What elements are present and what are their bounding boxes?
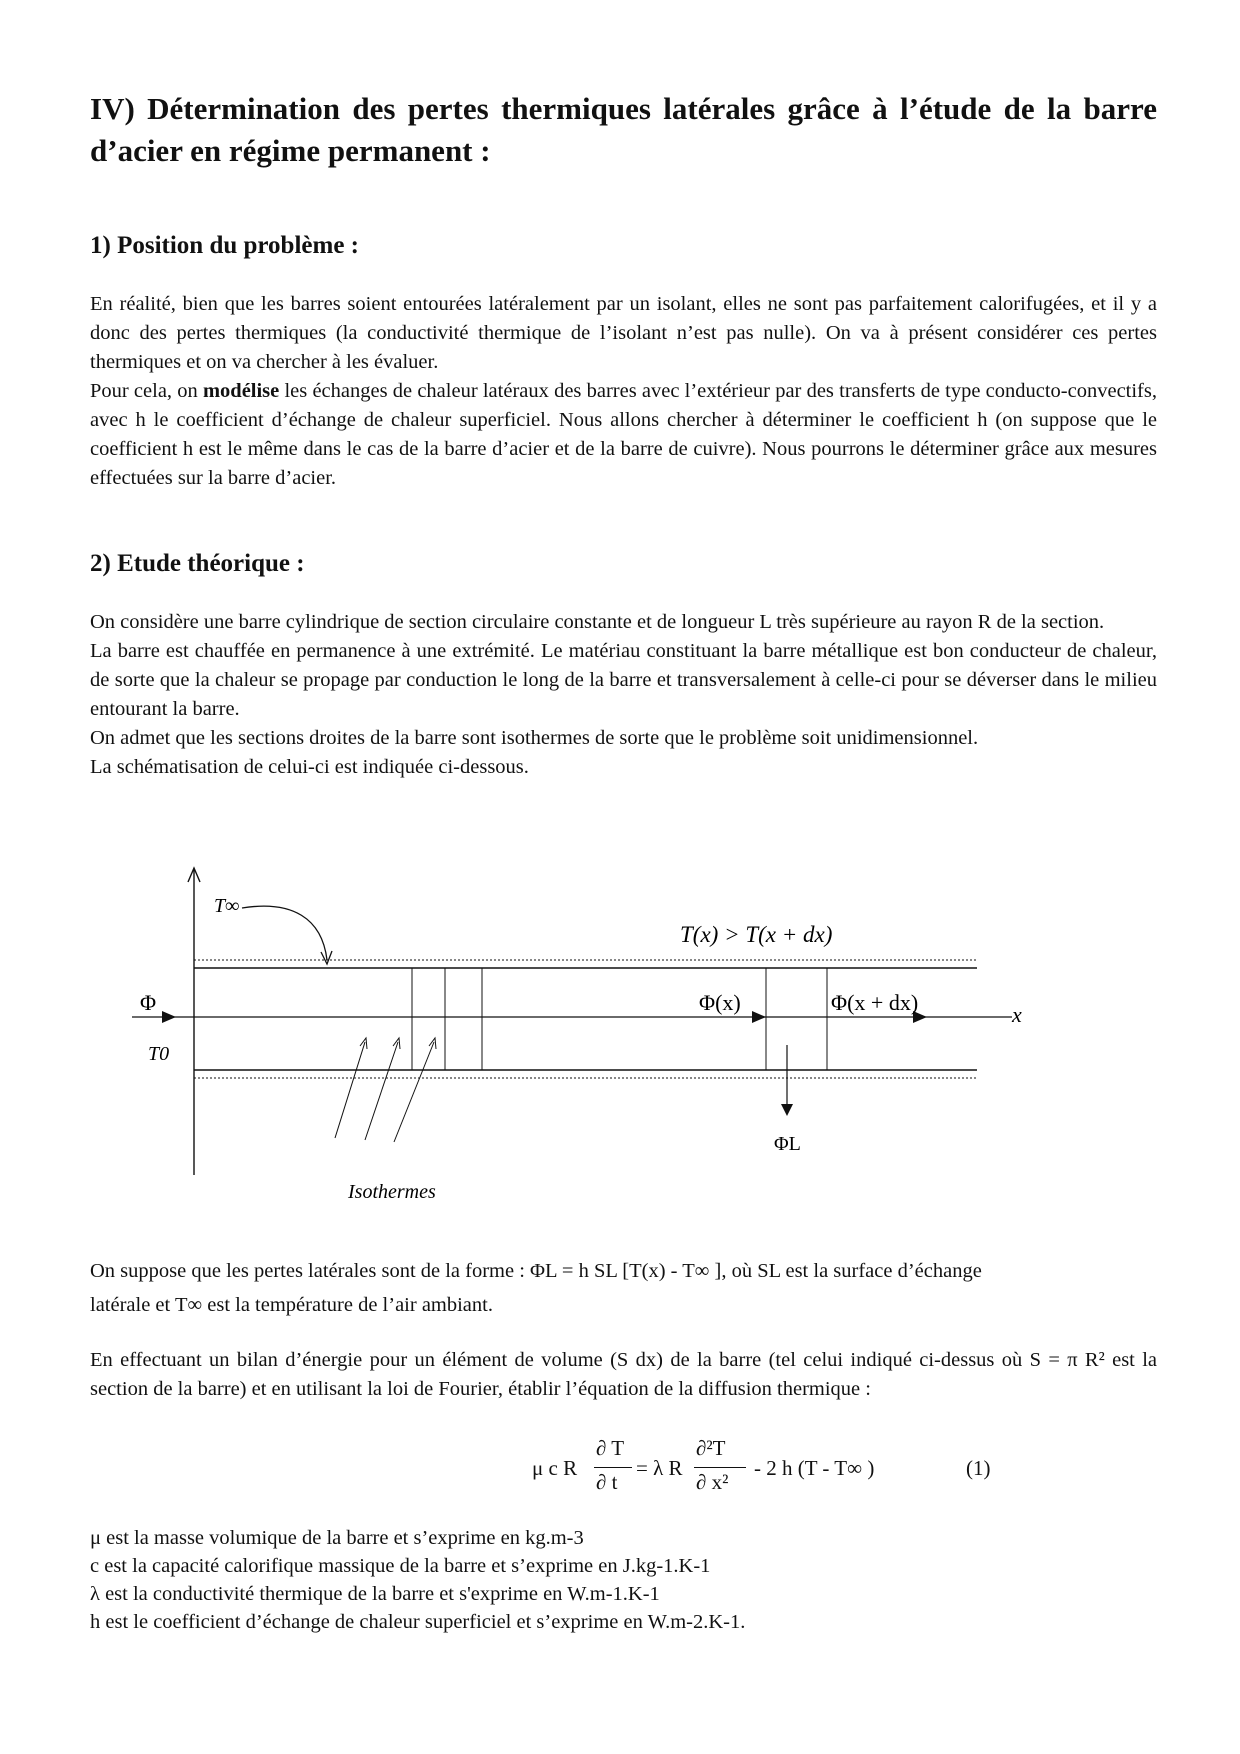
section-2-paragraph-3: On admet que les sections droites de la barre sont isothermes de sorte que le problème soit unidimensionnel. [90,727,979,749]
x-axis-label: x [1012,1002,1022,1027]
isothermes-label: Isothermes [348,1181,436,1200]
eq-frac-bar-2 [694,1467,746,1468]
phi-label: Φ [140,990,157,1015]
eq-number: (1) [966,1456,991,1480]
def-c: c est la capacité calorifique massique de la barre et s’exprime en J.kg-1.K-1 [90,1555,711,1577]
phi-l-label: ΦL [774,1133,801,1155]
t-inf-label: T∞ [214,895,240,917]
section-1-paragraph-1: En réalité, bien que les barres soient entourées latéralement par un isolant, elles ne sont pas parfaitement calorifugées, et il y a donc des pertes thermiques (la conductivité thermique de l’isolant n’est pas nulle). On va à présent considérer ces pertes thermiques et on va chercher à les évaluer. [90,293,1157,373]
isotherm-pointer-2 [365,1042,398,1140]
def-h: h est le coefficient d’échange de chaleur superficiel et s’exprime en W.m-2.K-1. [90,1611,746,1633]
inequality-label: T(x) > T(x + dx) [680,922,833,947]
p2-before: Pour cela, on [90,380,203,402]
isotherm-pointer-head-3 [429,1038,436,1049]
bar-diagram [122,860,1042,1200]
def-lambda: λ est la conductivité thermique de la barre et s'exprime en W.m-1.K-1 [90,1583,660,1605]
section-2-paragraph-4: La schématisation de celui-ci est indiquée ci-dessous. [90,756,529,778]
section-2-body [90,608,1157,782]
phi-x-arrow [752,1011,766,1023]
eq-den-1: ∂ t [596,1470,618,1494]
isotherm-pointer-1 [335,1042,365,1138]
phi-x-label: Φ(x) [699,990,741,1015]
eq-mid: = λ R [636,1456,683,1480]
heat-equation [532,1436,1052,1500]
p2-after: les échanges de chaleur latéraux des barres avec l’extérieur par des transferts de type conducto-convectifs, avec h le coefficient d’échange de chaleur superficiel. Nous allons chercher à déterminer le coefficient h (on suppose que le coefficient h est le même dans le cas de la barre d’acier et de la barre de cuivre). Nous pourrons le déterminer grâce aux mesures effectuées sur la barre d’acier. [90,380,1157,489]
section-2-heading: 2) Etude théorique : [90,550,305,577]
section-2-paragraph-1: On considère une barre cylindrique de section circulaire constante et de longueur L très supérieure au rayon R de la section. [90,611,1105,633]
t-inf-arrow [242,906,327,960]
losses-text [90,1254,1157,1322]
phi-input-arrow [162,1011,176,1023]
eq-num-1: ∂ T [596,1436,625,1460]
phi-x-dx-label: Φ(x + dx) [831,990,919,1015]
eq-rhs: - 2 h (T - T∞ ) [754,1456,875,1480]
isotherm-pointer-3 [394,1042,434,1142]
eq-num-2: ∂²T [696,1436,726,1460]
section-1-heading: 1) Position du problème : [90,232,359,259]
t0-label: T0 [148,1043,170,1065]
eq-lhs: μ c R [532,1456,578,1480]
losses-line-1: On suppose que les pertes latérales sont de la forme : ΦL = h SL [T(x) - T∞ ], où SL est la surface d’échange [90,1260,982,1282]
phi-l-arrow-head [781,1104,793,1116]
bilan-paragraph: En effectuant un bilan d’énergie pour un élément de volume (S dx) de la barre (tel celui indiqué ci-dessus où S = π R² est la section de la barre) et en utilisant la loi de Fourier, établir l’équation de la diffusion thermique : [90,1349,1157,1400]
section-2-paragraph-2: La barre est chauffée en permanence à une extrémité. Le matériau constituant la barre métallique est bon conducteur de chaleur, de sorte que la chaleur se propage par conduction le long de la barre et transversalement à celle-ci pour se déverser dans le milieu entourant la barre. [90,640,1157,720]
bilan-text [90,1346,1157,1404]
definitions-list [90,1524,1157,1636]
losses-line-2: latérale et T∞ est la température de l’air ambiant. [90,1294,493,1316]
section-1-paragraph-2 [90,377,1157,493]
section-1-body [90,290,1157,493]
page-title: IV) Détermination des pertes thermiques latérales grâce à l’étude de la barre d’acier en régime permanent : [90,91,1157,168]
p2-bold: modélise [202,380,280,402]
def-mu: μ est la masse volumique de la barre et s’exprime en kg.m-3 [90,1527,584,1549]
eq-den-2: ∂ x² [696,1470,729,1494]
eq-frac-bar-1 [594,1467,632,1468]
